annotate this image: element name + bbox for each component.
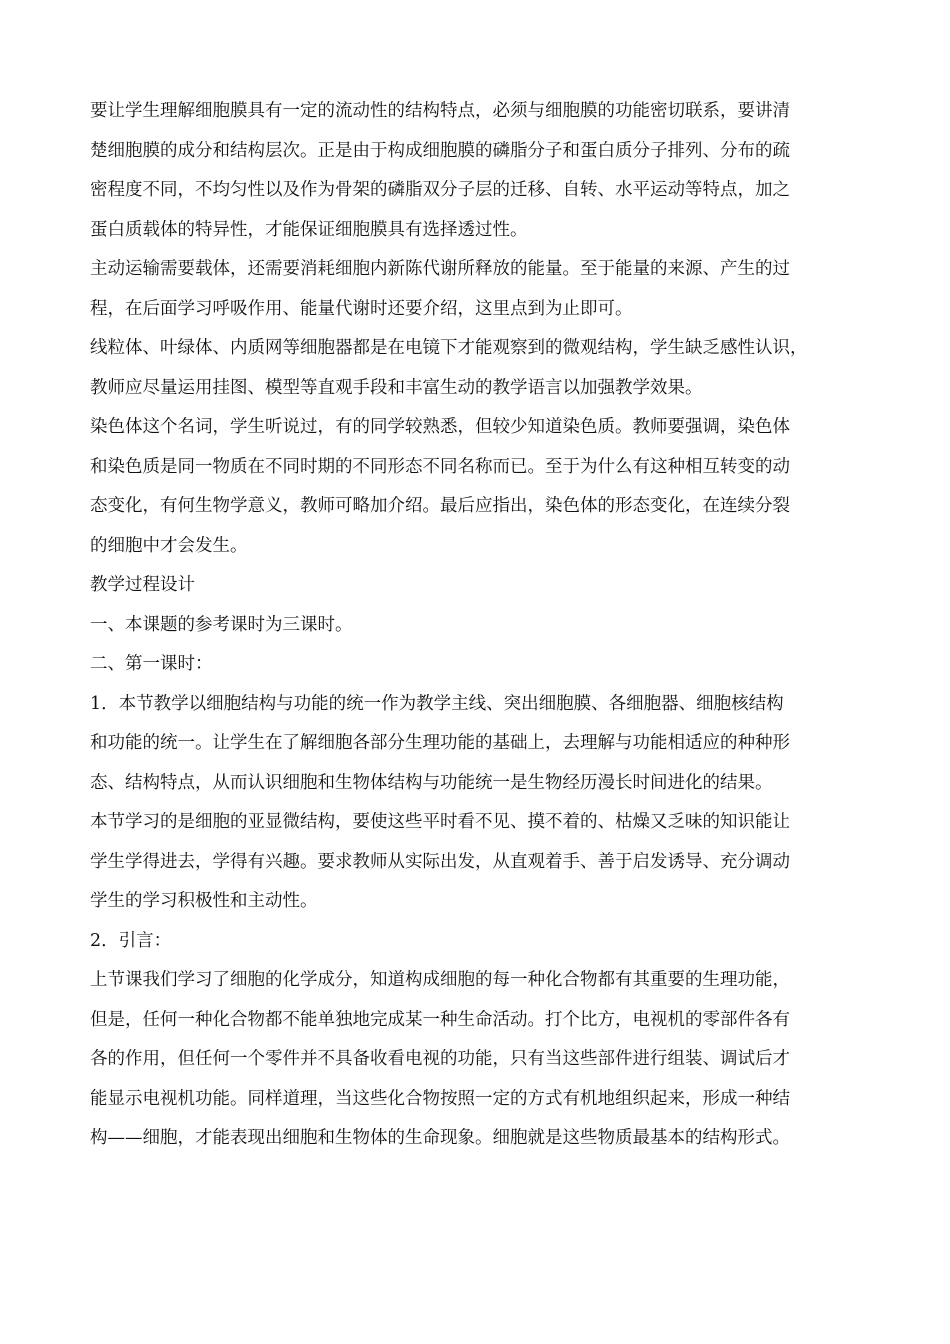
- text-line: 染色体这个名词，学生听说过，有的同学较熟悉，但较少知道染色质。教师要强调，染色体: [90, 417, 790, 437]
- paragraph-chromosome: [90, 408, 870, 566]
- text-line: 上节课我们学习了细胞的化学成分，知道构成细胞的每一种化合物都有其重要的生理功能，: [90, 970, 790, 990]
- paragraph-section-one: [90, 606, 870, 646]
- text-line: 楚细胞膜的成分和结构层次。正是由于构成细胞膜的磷脂分子和蛋白质分子排列、分布的疏: [90, 140, 790, 161]
- text-line: 主动运输需要载体，还需要消耗细胞内新陈代谢所释放的能量。至于能量的来源、产生的过: [90, 259, 790, 279]
- paragraph-membrane-fluidity: [90, 92, 870, 250]
- text-line: 的细胞中才会发生。: [90, 535, 248, 556]
- document-page: [90, 92, 870, 1159]
- text-line: 教学过程设计: [90, 575, 195, 595]
- text-line: 蛋白质载体的特异性，才能保证细胞膜具有选择透过性。: [90, 219, 528, 240]
- text-line: 程，在后面学习呼吸作用、能量代谢时还要介绍，这里点到为止即可。: [90, 298, 633, 319]
- paragraph-item-two: [90, 922, 870, 962]
- text-line: 和染色质是同一物质在不同时期的不同形态不同名称而已。至于为什么有这种相互转变的动: [90, 456, 790, 477]
- text-line: 和功能的统一。让学生在了解细胞各部分生理功能的基础上，去理解与功能相适应的种种形: [90, 733, 790, 753]
- text-line: 二、第一课时：: [90, 654, 213, 674]
- text-line: 学生学得进去，学得有兴趣。要求教师从实际出发，从直观着手、善于启发诱导、充分调动: [90, 851, 790, 872]
- paragraph-section-two: [90, 645, 870, 685]
- text-line: 各的作用，但任何一个零件并不具备收看电视的功能，只有当这些部件进行组装、调试后才: [90, 1049, 790, 1069]
- text-line: 2．引言：: [90, 930, 172, 951]
- paragraph-submicroscopic: [90, 803, 870, 922]
- text-line: 态、结构特点，从而认识细胞和生物体结构与功能统一是生物经历漫长时间进化的结果。: [90, 772, 773, 793]
- text-line: 学生的学习积极性和主动性。: [90, 891, 318, 911]
- text-line: 线粒体、叶绿体、内质网等细胞器都是在电镜下才能观察到的微观结构，学生缺乏感性认识，: [90, 338, 808, 358]
- text-line: 构——细胞，才能表现出细胞和生物体的生命现象。细胞就是这些物质最基本的结构形式。: [90, 1128, 790, 1148]
- paragraph-item-one: [90, 685, 870, 804]
- paragraph-design-heading: [90, 566, 870, 606]
- text-line: 要让学生理解细胞膜具有一定的流动性的结构特点，必须与细胞膜的功能密切联系，要讲清: [90, 101, 790, 121]
- paragraph-introduction: [90, 961, 870, 1159]
- paragraph-active-transport: [90, 250, 870, 329]
- text-line: 1．本节教学以细胞结构与功能的统一作为教学主线、突出细胞膜、各细胞器、细胞核结构: [90, 693, 784, 714]
- text-line: 一、本课题的参考课时为三课时。: [90, 614, 353, 635]
- text-line: 能显示电视机功能。同样道理，当这些化合物按照一定的方式有机地组织起来，形成一种结: [90, 1088, 790, 1109]
- text-line: 但是，任何一种化合物都不能单独地完成某一种生命活动。打个比方，电视机的零部件各有: [90, 1009, 790, 1030]
- paragraph-organelles: [90, 329, 870, 408]
- text-line: 教师应尽量运用挂图、模型等直观手段和丰富生动的教学语言以加强教学效果。: [90, 377, 703, 398]
- text-line: 态变化，有何生物学意义，教师可略加介绍。最后应指出，染色体的形态变化，在连续分裂: [90, 496, 790, 516]
- text-line: 本节学习的是细胞的亚显微结构，要使这些平时看不见、摸不着的、枯燥又乏味的知识能让: [90, 812, 790, 832]
- text-line: 密程度不同，不均匀性以及作为骨架的磷脂双分子层的迁移、自转、水平运动等特点，加之: [90, 180, 790, 200]
